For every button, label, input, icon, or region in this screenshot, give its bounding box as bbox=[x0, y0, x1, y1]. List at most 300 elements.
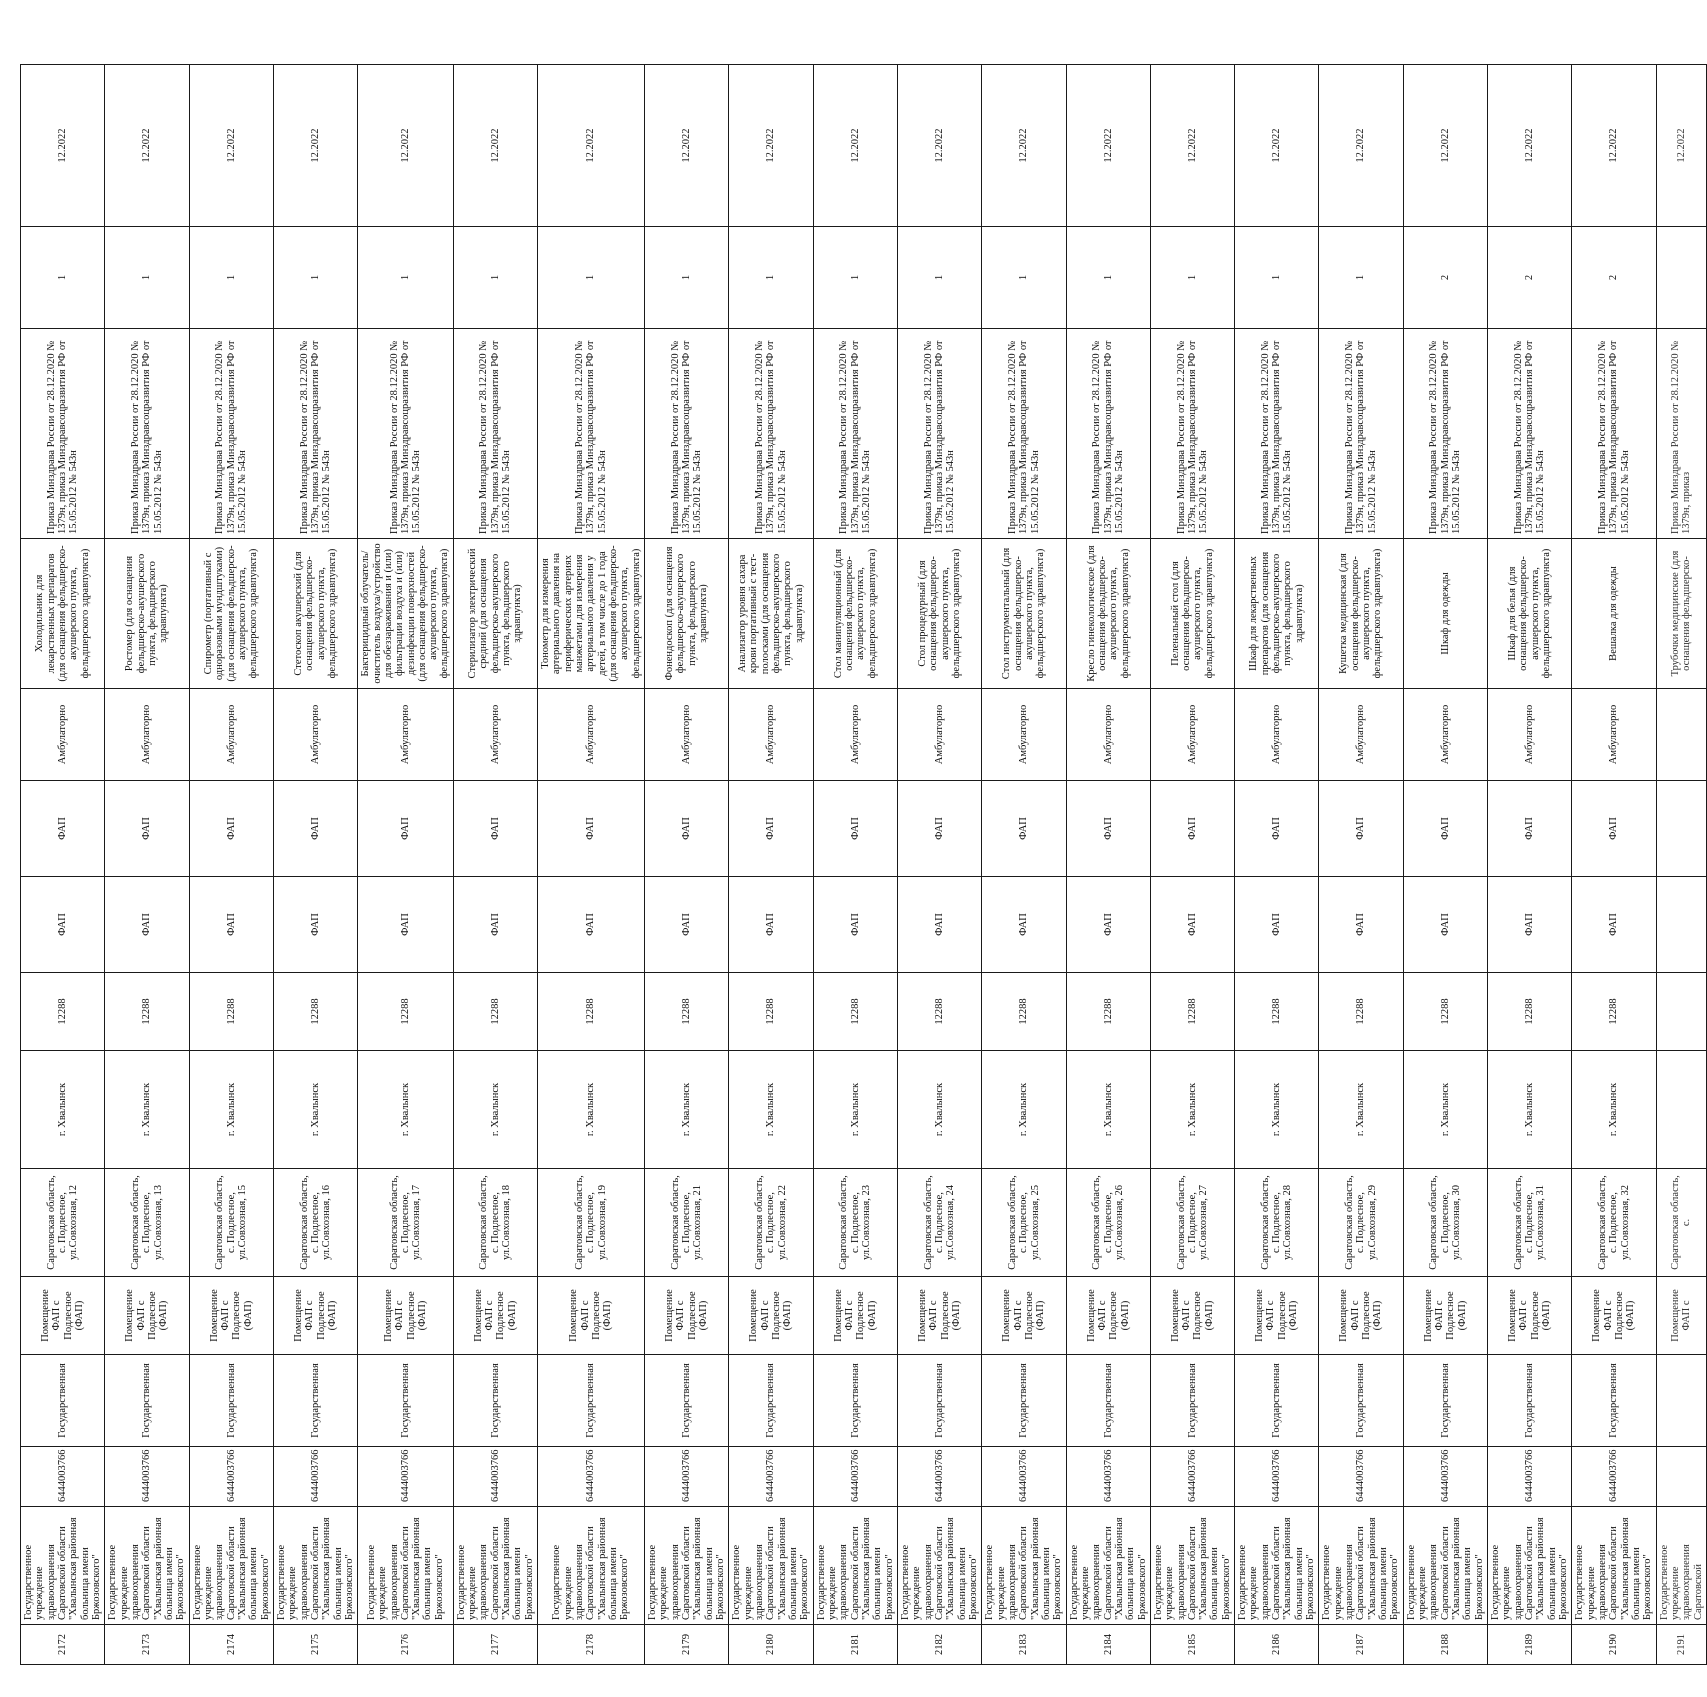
cell-organization-name: Государственное учреждение здравоохранения Саратовской области "Хвалынская районная больница имени Бржозовского" bbox=[645, 1507, 729, 1625]
cell-organization-name: Государственное учреждение здравоохранения Саратовской bbox=[1656, 1507, 1706, 1625]
cell-city bbox=[1656, 1051, 1706, 1169]
cell-oktmo-code: 12288 bbox=[273, 973, 357, 1051]
cell-inn-code: 6444003766 bbox=[1572, 1447, 1656, 1507]
cell-inn-code: 6444003766 bbox=[105, 1447, 189, 1507]
cell-quantity: 1 bbox=[813, 227, 897, 329]
cell-quantity: 1 bbox=[273, 227, 357, 329]
cell-equipment-name: Тонометр для измерения артериального давления на периферических артериях манжетами для измерения артериального давления у детей, в том числе до 1 года (для оснащения фельдшерско-акушерского пункта, фельдшерского здравпункта) bbox=[538, 539, 645, 689]
cell-facility-type: ФАП bbox=[1066, 877, 1150, 973]
cell-facility-type: ФАП bbox=[189, 877, 273, 973]
cell-regulation-order: Приказ Минздрава России от 28.12.2020 № 1379н, приказ Минздравсоцразвития РФ от 15.05.2012 № 543н bbox=[453, 329, 537, 539]
cell-care-condition: Амбулаторно bbox=[645, 689, 729, 781]
table-row bbox=[453, 65, 537, 1665]
cell-premise-name: Помещение ФАП с Подлесное (ФАП) bbox=[1403, 1277, 1487, 1355]
table-row bbox=[189, 65, 273, 1665]
cell-inn-code: 6444003766 bbox=[189, 1447, 273, 1507]
table-row bbox=[21, 65, 105, 1665]
table-row bbox=[538, 65, 645, 1665]
cell-city: г. Хвалынск bbox=[1488, 1051, 1572, 1169]
cell-due-date: 12.2022 bbox=[729, 65, 813, 227]
table-row bbox=[1150, 65, 1234, 1665]
cell-quantity: 1 bbox=[982, 227, 1066, 329]
cell-regulation-order: Приказ Минздрава России от 28.12.2020 № 1379н, приказ Минздравсоцразвития РФ от 15.05.2012 № 543н bbox=[105, 329, 189, 539]
cell-premise-name: Помещение ФАП с Подлесное (ФАП) bbox=[729, 1277, 813, 1355]
cell-address: Саратовская область, с. Подлесное, ул.Совхозная, 27 bbox=[1150, 1169, 1234, 1277]
cell-equipment-name: Вешалка для одежды bbox=[1572, 539, 1656, 689]
cell-facility-subtype: ФАП bbox=[189, 781, 273, 877]
cell-address: Саратовская область, с. Подлесное, ул.Совхозная, 24 bbox=[897, 1169, 981, 1277]
cell-equipment-name: Холодильник для лекарственных препаратов (для оснащения фельдшерско-акушерского пункта, фельдшерского здравпункта) bbox=[21, 539, 105, 689]
cell-ownership-form: Государственная bbox=[982, 1355, 1066, 1447]
cell-quantity: 1 bbox=[358, 227, 454, 329]
cell-oktmo-code: 12288 bbox=[729, 973, 813, 1051]
cell-regulation-order: Приказ Минздрава России от 28.12.2020 № 1379н, приказ Минздравсоцразвития РФ от 15.05.2012 № 543н bbox=[1572, 329, 1656, 539]
cell-regulation-order: Приказ Минздрава России от 28.12.2020 № 1379н, приказ Минздравсоцразвития РФ от 15.05.2012 № 543н bbox=[1488, 329, 1572, 539]
cell-city: г. Хвалынск bbox=[105, 1051, 189, 1169]
cell-due-date: 12.2022 bbox=[982, 65, 1066, 227]
cell-equipment-name: Шкаф для белья (для оснащения фельдшерско-акушерского пункта, фельдшерского здравпункта) bbox=[1488, 539, 1572, 689]
table-row bbox=[813, 65, 897, 1665]
cell-regulation-order: Приказ Минздрава России от 28.12.2020 № 1379н, приказ Минздравсоцразвития РФ от 15.05.2012 № 543н bbox=[538, 329, 645, 539]
cell-inn-code: 6444003766 bbox=[1319, 1447, 1403, 1507]
cell-oktmo-code: 12288 bbox=[21, 973, 105, 1051]
cell-row-number: 2185 bbox=[1150, 1625, 1234, 1665]
cell-ownership-form: Государственная bbox=[1235, 1355, 1319, 1447]
cell-facility-type: ФАП bbox=[453, 877, 537, 973]
cell-due-date: 12.2022 bbox=[897, 65, 981, 227]
cell-facility-subtype: ФАП bbox=[1403, 781, 1487, 877]
cell-organization-name: Государственное учреждение здравоохранения Саратовской области "Хвалынская районная больница имени Бржозовского" bbox=[1066, 1507, 1150, 1625]
cell-care-condition: Амбулаторно bbox=[1403, 689, 1487, 781]
cell-facility-subtype: ФАП bbox=[1066, 781, 1150, 877]
cell-regulation-order: Приказ Минздрава России от 28.12.2020 № 1379н, приказ Минздравсоцразвития РФ от 15.05.2012 № 543н bbox=[645, 329, 729, 539]
cell-care-condition: Амбулаторно bbox=[729, 689, 813, 781]
cell-care-condition: Амбулаторно bbox=[189, 689, 273, 781]
cell-equipment-name: Шкаф для лекарственных препаратов (для оснащения фельдшерско-акушерского пункта, фельдшерского здравпункта) bbox=[1235, 539, 1319, 689]
cell-premise-name: Помещение ФАП с Подлесное (ФАП) bbox=[982, 1277, 1066, 1355]
cell-row-number: 2172 bbox=[21, 1625, 105, 1665]
cell-oktmo-code: 12288 bbox=[1488, 973, 1572, 1051]
cell-care-condition: Амбулаторно bbox=[453, 689, 537, 781]
cell-row-number: 2179 bbox=[645, 1625, 729, 1665]
cell-equipment-name: Стол инструментальный (для оснащения фельдшерско-акушерского пункта, фельдшерского здравпункта) bbox=[982, 539, 1066, 689]
cell-oktmo-code: 12288 bbox=[982, 973, 1066, 1051]
cell-oktmo-code: 12288 bbox=[1403, 973, 1487, 1051]
cell-care-condition: Амбулаторно bbox=[538, 689, 645, 781]
cell-inn-code: 6444003766 bbox=[538, 1447, 645, 1507]
cell-inn-code: 6444003766 bbox=[21, 1447, 105, 1507]
cell-organization-name: Государственное учреждение здравоохранения Саратовской области "Хвалынская районная больница имени Бржозовского" bbox=[189, 1507, 273, 1625]
cell-due-date: 12.2022 bbox=[453, 65, 537, 227]
cell-city: г. Хвалынск bbox=[1150, 1051, 1234, 1169]
cell-care-condition: Амбулаторно bbox=[1066, 689, 1150, 781]
cell-row-number: 2191 bbox=[1656, 1625, 1706, 1665]
cell-facility-subtype: ФАП bbox=[1572, 781, 1656, 877]
cell-row-number: 2173 bbox=[105, 1625, 189, 1665]
cell-address: Саратовская область, с. Подлесное, ул.Совхозная, 23 bbox=[813, 1169, 897, 1277]
cell-premise-name: Помещение ФАП с Подлесное (ФАП) bbox=[1235, 1277, 1319, 1355]
cell-facility-type: ФАП bbox=[1319, 877, 1403, 973]
cell-regulation-order: Приказ Минздрава России от 28.12.2020 № 1379н, приказ Минздравсоцразвития РФ от 15.05.2012 № 543н bbox=[813, 329, 897, 539]
cell-organization-name: Государственное учреждение здравоохранения Саратовской области "Хвалынская районная больница имени Бржозовского" bbox=[729, 1507, 813, 1625]
cell-inn-code: 6444003766 bbox=[1150, 1447, 1234, 1507]
cell-ownership-form: Государственная bbox=[1150, 1355, 1234, 1447]
cell-quantity: 1 bbox=[453, 227, 537, 329]
cell-organization-name: Государственное учреждение здравоохранения Саратовской области "Хвалынская районная больница имени Бржозовского" bbox=[273, 1507, 357, 1625]
cell-row-number: 2187 bbox=[1319, 1625, 1403, 1665]
cell-facility-subtype: ФАП bbox=[1319, 781, 1403, 877]
cell-regulation-order: Приказ Минздрава России от 28.12.2020 № 1379н, приказ Минздравсоцразвития РФ от 15.05.2012 № 543н bbox=[1319, 329, 1403, 539]
cell-ownership-form: Государственная bbox=[1572, 1355, 1656, 1447]
cell-due-date: 12.2022 bbox=[1572, 65, 1656, 227]
cell-organization-name: Государственное учреждение здравоохранения Саратовской области "Хвалынская районная больница имени Бржозовского" bbox=[358, 1507, 454, 1625]
cell-premise-name: Помещение ФАП с Подлесное (ФАП) bbox=[453, 1277, 537, 1355]
cell-premise-name: Помещение ФАП с Подлесное (ФАП) bbox=[189, 1277, 273, 1355]
cell-oktmo-code: 12288 bbox=[1319, 973, 1403, 1051]
cell-address: Саратовская область, с. Подлесное, ул.Совхозная, 25 bbox=[982, 1169, 1066, 1277]
cell-care-condition bbox=[1656, 689, 1706, 781]
cell-due-date: 12.2022 bbox=[1235, 65, 1319, 227]
cell-regulation-order: Приказ Минздрава России от 28.12.2020 № 1379н, приказ bbox=[1656, 329, 1706, 539]
cell-city: г. Хвалынск bbox=[273, 1051, 357, 1169]
cell-facility-subtype: ФАП bbox=[982, 781, 1066, 877]
cell-oktmo-code: 12288 bbox=[1150, 973, 1234, 1051]
table-row bbox=[1403, 65, 1487, 1665]
cell-ownership-form: Государственная bbox=[1403, 1355, 1487, 1447]
cell-organization-name: Государственное учреждение здравоохранения Саратовской области "Хвалынская районная больница имени Бржозовского" bbox=[1403, 1507, 1487, 1625]
cell-due-date: 12.2022 bbox=[645, 65, 729, 227]
cell-oktmo-code: 12288 bbox=[1235, 973, 1319, 1051]
cell-oktmo-code: 12288 bbox=[105, 973, 189, 1051]
cell-premise-name: Помещение ФАП с Подлесное (ФАП) bbox=[1572, 1277, 1656, 1355]
cell-oktmo-code: 12288 bbox=[645, 973, 729, 1051]
cell-facility-subtype: ФАП bbox=[358, 781, 454, 877]
cell-inn-code: 6444003766 bbox=[1066, 1447, 1150, 1507]
cell-care-condition: Амбулаторно bbox=[1488, 689, 1572, 781]
cell-facility-type: ФАП bbox=[729, 877, 813, 973]
cell-care-condition: Амбулаторно bbox=[982, 689, 1066, 781]
cell-ownership-form: Государственная bbox=[1319, 1355, 1403, 1447]
cell-facility-subtype: ФАП bbox=[538, 781, 645, 877]
cell-ownership-form: Государственная bbox=[21, 1355, 105, 1447]
cell-inn-code: 6444003766 bbox=[982, 1447, 1066, 1507]
cell-care-condition: Амбулаторно bbox=[21, 689, 105, 781]
cell-row-number: 2175 bbox=[273, 1625, 357, 1665]
cell-care-condition: Амбулаторно bbox=[813, 689, 897, 781]
cell-row-number: 2182 bbox=[897, 1625, 981, 1665]
table-row bbox=[729, 65, 813, 1665]
cell-due-date: 12.2022 bbox=[21, 65, 105, 227]
cell-facility-type bbox=[1656, 877, 1706, 973]
cell-facility-subtype: ФАП bbox=[897, 781, 981, 877]
table-row bbox=[645, 65, 729, 1665]
cell-due-date: 12.2022 bbox=[813, 65, 897, 227]
cell-row-number: 2186 bbox=[1235, 1625, 1319, 1665]
equipment-register-table bbox=[20, 64, 1707, 1665]
cell-city: г. Хвалынск bbox=[813, 1051, 897, 1169]
cell-oktmo-code: 12288 bbox=[897, 973, 981, 1051]
cell-care-condition: Амбулаторно bbox=[1235, 689, 1319, 781]
cell-quantity: 2 bbox=[1488, 227, 1572, 329]
cell-premise-name: Помещение ФАП с Подлесное (ФАП) bbox=[897, 1277, 981, 1355]
cell-city: г. Хвалынск bbox=[1572, 1051, 1656, 1169]
cell-organization-name: Государственное учреждение здравоохранения Саратовской области "Хвалынская районная больница имени Бржозовского" bbox=[1150, 1507, 1234, 1625]
cell-city: г. Хвалынск bbox=[1235, 1051, 1319, 1169]
cell-facility-subtype: ФАП bbox=[1235, 781, 1319, 877]
cell-oktmo-code: 12288 bbox=[1066, 973, 1150, 1051]
cell-care-condition: Амбулаторно bbox=[273, 689, 357, 781]
cell-facility-type: ФАП bbox=[538, 877, 645, 973]
cell-inn-code: 6444003766 bbox=[645, 1447, 729, 1507]
cell-equipment-name: Фонендоскоп (для оснащения фельдшерско-акушерского пункта, фельдшерского здравпункта) bbox=[645, 539, 729, 689]
table-row bbox=[273, 65, 357, 1665]
cell-oktmo-code: 12288 bbox=[189, 973, 273, 1051]
table-row bbox=[358, 65, 454, 1665]
cell-organization-name: Государственное учреждение здравоохранения Саратовской области "Хвалынская районная больница имени Бржозовского" bbox=[982, 1507, 1066, 1625]
cell-facility-subtype: ФАП bbox=[645, 781, 729, 877]
cell-equipment-name: Пеленальный стол (для оснащения фельдшерско-акушерского пункта, фельдшерского здравпункта) bbox=[1150, 539, 1234, 689]
cell-city: г. Хвалынск bbox=[729, 1051, 813, 1169]
cell-city: г. Хвалынск bbox=[1319, 1051, 1403, 1169]
cell-due-date: 12.2022 bbox=[105, 65, 189, 227]
cell-premise-name: Помещение ФАП с Подлесное (ФАП) bbox=[813, 1277, 897, 1355]
cell-inn-code: 6444003766 bbox=[273, 1447, 357, 1507]
cell-inn-code: 6444003766 bbox=[1403, 1447, 1487, 1507]
cell-address: Саратовская область, с. Подлесное, ул.Совхозная, 31 bbox=[1488, 1169, 1572, 1277]
cell-ownership-form: Государственная bbox=[358, 1355, 454, 1447]
table-row bbox=[982, 65, 1066, 1665]
cell-inn-code: 6444003766 bbox=[453, 1447, 537, 1507]
cell-row-number: 2183 bbox=[982, 1625, 1066, 1665]
cell-premise-name: Помещение ФАП с Подлесное (ФАП) bbox=[273, 1277, 357, 1355]
cell-due-date: 12.2022 bbox=[1403, 65, 1487, 227]
cell-oktmo-code bbox=[1656, 973, 1706, 1051]
cell-due-date: 12.2022 bbox=[358, 65, 454, 227]
cell-equipment-name: Кушетка медицинская (для оснащения фельдшерско-акушерского пункта, фельдшерского здравпункта) bbox=[1319, 539, 1403, 689]
cell-city: г. Хвалынск bbox=[1066, 1051, 1150, 1169]
cell-facility-type: ФАП bbox=[358, 877, 454, 973]
cell-ownership-form: Государственная bbox=[273, 1355, 357, 1447]
cell-quantity: 1 bbox=[189, 227, 273, 329]
rotated-document-page bbox=[20, 65, 1704, 1665]
cell-city: г. Хвалынск bbox=[645, 1051, 729, 1169]
cell-quantity: 1 bbox=[729, 227, 813, 329]
cell-premise-name: Помещение ФАП с Подлесное (ФАП) bbox=[358, 1277, 454, 1355]
table-row bbox=[1488, 65, 1572, 1665]
cell-equipment-name: Бактерицидный облучатель/очиститель воздуха/устройство для обеззараживания и (или) фильтрации воздуха и (или) дезинфекции поверхностей (для оснащения фельдшерско-акушерского пункта, фельдшерского здравпункта) bbox=[358, 539, 454, 689]
cell-due-date: 12.2022 bbox=[1150, 65, 1234, 227]
table-row bbox=[1319, 65, 1403, 1665]
cell-address: Саратовская область, с. Подлесное, ул.Совхозная, 19 bbox=[538, 1169, 645, 1277]
cell-ownership-form: Государственная bbox=[645, 1355, 729, 1447]
cell-ownership-form: Государственная bbox=[897, 1355, 981, 1447]
cell-quantity: 1 bbox=[1319, 227, 1403, 329]
cell-organization-name: Государственное учреждение здравоохранения Саратовской области "Хвалынская районная больница имени Бржозовского" bbox=[105, 1507, 189, 1625]
cell-inn-code: 6444003766 bbox=[729, 1447, 813, 1507]
cell-equipment-name: Ростомер (для оснащения фельдшерско-акушерского пункта, фельдшерского здравпункта) bbox=[105, 539, 189, 689]
cell-quantity: 1 bbox=[645, 227, 729, 329]
cell-facility-type: ФАП bbox=[273, 877, 357, 973]
cell-oktmo-code: 12288 bbox=[453, 973, 537, 1051]
cell-organization-name: Государственное учреждение здравоохранения Саратовской области "Хвалынская районная больница имени Бржозовского" bbox=[813, 1507, 897, 1625]
cell-due-date: 12.2022 bbox=[1488, 65, 1572, 227]
cell-inn-code bbox=[1656, 1447, 1706, 1507]
cell-ownership-form: Государственная bbox=[729, 1355, 813, 1447]
cell-facility-type: ФАП bbox=[645, 877, 729, 973]
cell-row-number: 2177 bbox=[453, 1625, 537, 1665]
cell-equipment-name: Анализатор уровня сахара крови портативный с тест-полосками (для оснащения фельдшерско-акушерского пункта, фельдшерского здравпункта) bbox=[729, 539, 813, 689]
cell-oktmo-code: 12288 bbox=[1572, 973, 1656, 1051]
cell-due-date: 12.2022 bbox=[1066, 65, 1150, 227]
cell-premise-name: Помещение ФАП с Подлесное (ФАП) bbox=[538, 1277, 645, 1355]
cell-regulation-order: Приказ Минздрава России от 28.12.2020 № 1379н, приказ Минздравсоцразвития РФ от 15.05.2012 № 543н bbox=[982, 329, 1066, 539]
cell-equipment-name: Кресло гинекологическое (для оснащения фельдшерско-акушерского пункта, фельдшерского здравпункта) bbox=[1066, 539, 1150, 689]
cell-equipment-name: Стетоскоп акушерский (для оснащения фельдшерско-акушерского пункта, фельдшерского здравпункта) bbox=[273, 539, 357, 689]
cell-premise-name: Помещение ФАП с Подлесное (ФАП) bbox=[645, 1277, 729, 1355]
cell-city: г. Хвалынск bbox=[538, 1051, 645, 1169]
cell-organization-name: Государственное учреждение здравоохранения Саратовской области "Хвалынская районная больница имени Бржозовского" bbox=[1488, 1507, 1572, 1625]
cell-regulation-order: Приказ Минздрава России от 28.12.2020 № 1379н, приказ Минздравсоцразвития РФ от 15.05.2012 № 543н bbox=[897, 329, 981, 539]
cell-quantity: 1 bbox=[1066, 227, 1150, 329]
cell-regulation-order: Приказ Минздрава России от 28.12.2020 № 1379н, приказ Минздравсоцразвития РФ от 15.05.2012 № 543н bbox=[1066, 329, 1150, 539]
table-row bbox=[1235, 65, 1319, 1665]
table-row bbox=[1656, 65, 1706, 1665]
cell-due-date: 12.2022 bbox=[1656, 65, 1706, 227]
cell-organization-name: Государственное учреждение здравоохранения Саратовской области "Хвалынская районная больница имени Бржозовского" bbox=[1235, 1507, 1319, 1625]
cell-regulation-order: Приказ Минздрава России от 28.12.2020 № 1379н, приказ Минздравсоцразвития РФ от 15.05.2012 № 543н bbox=[1235, 329, 1319, 539]
cell-inn-code: 6444003766 bbox=[1235, 1447, 1319, 1507]
cell-regulation-order: Приказ Минздрава России от 28.12.2020 № 1379н, приказ Минздравсоцразвития РФ от 15.05.2012 № 543н bbox=[21, 329, 105, 539]
cell-address: Саратовская область, с. Подлесное, ул.Совхозная, 29 bbox=[1319, 1169, 1403, 1277]
cell-ownership-form: Государственная bbox=[813, 1355, 897, 1447]
cell-due-date: 12.2022 bbox=[1319, 65, 1403, 227]
cell-address: Саратовская область, с. Подлесное, ул.Совхозная, 17 bbox=[358, 1169, 454, 1277]
cell-equipment-name: Шкаф для одежды bbox=[1403, 539, 1487, 689]
cell-row-number: 2180 bbox=[729, 1625, 813, 1665]
cell-equipment-name: Стол процедурный (для оснащения фельдшерско-акушерского пункта, фельдшерского здравпункта) bbox=[897, 539, 981, 689]
cell-facility-type: ФАП bbox=[982, 877, 1066, 973]
cell-inn-code: 6444003766 bbox=[813, 1447, 897, 1507]
cell-facility-subtype: ФАП bbox=[813, 781, 897, 877]
cell-facility-type: ФАП bbox=[1488, 877, 1572, 973]
cell-regulation-order: Приказ Минздрава России от 28.12.2020 № 1379н, приказ Минздравсоцразвития РФ от 15.05.2012 № 543н bbox=[358, 329, 454, 539]
cell-inn-code: 6444003766 bbox=[1488, 1447, 1572, 1507]
cell-due-date: 12.2022 bbox=[273, 65, 357, 227]
cell-facility-type: ФАП bbox=[813, 877, 897, 973]
cell-facility-type: ФАП bbox=[105, 877, 189, 973]
cell-city: г. Хвалынск bbox=[358, 1051, 454, 1169]
cell-city: г. Хвалынск bbox=[897, 1051, 981, 1169]
table-row bbox=[1066, 65, 1150, 1665]
cell-ownership-form: Государственная bbox=[105, 1355, 189, 1447]
cell-address: Саратовская область, с. bbox=[1656, 1169, 1706, 1277]
cell-organization-name: Государственное учреждение здравоохранения Саратовской области "Хвалынская районная больница имени Бржозовского" bbox=[453, 1507, 537, 1625]
cell-quantity: 1 bbox=[21, 227, 105, 329]
cell-row-number: 2190 bbox=[1572, 1625, 1656, 1665]
cell-care-condition: Амбулаторно bbox=[897, 689, 981, 781]
cell-facility-type: ФАП bbox=[1150, 877, 1234, 973]
cell-care-condition: Амбулаторно bbox=[105, 689, 189, 781]
cell-premise-name: Помещение ФАП с Подлесное (ФАП) bbox=[105, 1277, 189, 1355]
cell-city: г. Хвалынск bbox=[21, 1051, 105, 1169]
cell-oktmo-code: 12288 bbox=[538, 973, 645, 1051]
cell-row-number: 2181 bbox=[813, 1625, 897, 1665]
cell-equipment-name: Стерилизатор электрический средний (для оснащения фельдшерско-акушерского пункта, фельдшерского здравпункта) bbox=[453, 539, 537, 689]
cell-facility-type: ФАП bbox=[1572, 877, 1656, 973]
cell-care-condition: Амбулаторно bbox=[1150, 689, 1234, 781]
table-row bbox=[105, 65, 189, 1665]
cell-address: Саратовская область, с. Подлесное, ул.Совхозная, 18 bbox=[453, 1169, 537, 1277]
cell-facility-type: ФАП bbox=[897, 877, 981, 973]
cell-inn-code: 6444003766 bbox=[897, 1447, 981, 1507]
cell-premise-name: Помещение ФАП с Подлесное (ФАП) bbox=[1488, 1277, 1572, 1355]
cell-quantity bbox=[1656, 227, 1706, 329]
cell-address: Саратовская область, с. Подлесное, ул.Совхозная, 30 bbox=[1403, 1169, 1487, 1277]
cell-organization-name: Государственное учреждение здравоохранения Саратовской области "Хвалынская районная больница имени Бржозовского" bbox=[21, 1507, 105, 1625]
cell-ownership-form: Государственная bbox=[538, 1355, 645, 1447]
cell-organization-name: Государственное учреждение здравоохранения Саратовской области "Хвалынская районная больница имени Бржозовского" bbox=[1572, 1507, 1656, 1625]
table-body bbox=[21, 65, 1707, 1665]
cell-row-number: 2184 bbox=[1066, 1625, 1150, 1665]
cell-organization-name: Государственное учреждение здравоохранения Саратовской области "Хвалынская районная больница имени Бржозовского" bbox=[897, 1507, 981, 1625]
cell-premise-name: Помещение ФАП с Подлесное (ФАП) bbox=[1319, 1277, 1403, 1355]
cell-facility-subtype: ФАП bbox=[1488, 781, 1572, 877]
cell-address: Саратовская область, с. Подлесное, ул.Совхозная, 13 bbox=[105, 1169, 189, 1277]
cell-quantity: 1 bbox=[1150, 227, 1234, 329]
table-row bbox=[897, 65, 981, 1665]
cell-ownership-form: Государственная bbox=[1488, 1355, 1572, 1447]
cell-quantity: 2 bbox=[1572, 227, 1656, 329]
cell-premise-name: Помещение ФАП с Подлесное (ФАП) bbox=[1066, 1277, 1150, 1355]
cell-ownership-form: Государственная bbox=[189, 1355, 273, 1447]
cell-address: Саратовская область, с. Подлесное, ул.Совхозная, 26 bbox=[1066, 1169, 1150, 1277]
cell-city: г. Хвалынск bbox=[982, 1051, 1066, 1169]
table-row bbox=[1572, 65, 1656, 1665]
cell-facility-subtype: ФАП bbox=[105, 781, 189, 877]
cell-quantity: 2 bbox=[1403, 227, 1487, 329]
cell-premise-name: Помещение ФАП с bbox=[1656, 1277, 1706, 1355]
cell-row-number: 2189 bbox=[1488, 1625, 1572, 1665]
cell-inn-code: 6444003766 bbox=[358, 1447, 454, 1507]
cell-organization-name: Государственное учреждение здравоохранения Саратовской области "Хвалынская районная больница имени Бржозовского" bbox=[538, 1507, 645, 1625]
cell-due-date: 12.2022 bbox=[189, 65, 273, 227]
cell-row-number: 2178 bbox=[538, 1625, 645, 1665]
cell-premise-name: Помещение ФАП с Подлесное (ФАП) bbox=[1150, 1277, 1234, 1355]
cell-address: Саратовская область, с. Подлесное, ул.Совхозная, 12 bbox=[21, 1169, 105, 1277]
cell-address: Саратовская область, с. Подлесное, ул.Совхозная, 32 bbox=[1572, 1169, 1656, 1277]
cell-quantity: 1 bbox=[105, 227, 189, 329]
cell-care-condition: Амбулаторно bbox=[358, 689, 454, 781]
cell-address: Саратовская область, с. Подлесное, ул.Совхозная, 21 bbox=[645, 1169, 729, 1277]
cell-regulation-order: Приказ Минздрава России от 28.12.2020 № 1379н, приказ Минздравсоцразвития РФ от 15.05.2012 № 543н bbox=[189, 329, 273, 539]
cell-regulation-order: Приказ Минздрава России от 28.12.2020 № 1379н, приказ Минздравсоцразвития РФ от 15.05.2012 № 543н bbox=[1403, 329, 1487, 539]
cell-facility-type: ФАП bbox=[1235, 877, 1319, 973]
cell-address: Саратовская область, с. Подлесное, ул.Совхозная, 16 bbox=[273, 1169, 357, 1277]
cell-city: г. Хвалынск bbox=[453, 1051, 537, 1169]
cell-due-date: 12.2022 bbox=[538, 65, 645, 227]
cell-address: Саратовская область, с. Подлесное, ул.Совхозная, 15 bbox=[189, 1169, 273, 1277]
cell-facility-subtype bbox=[1656, 781, 1706, 877]
cell-organization-name: Государственное учреждение здравоохранения Саратовской области "Хвалынская районная больница имени Бржозовского" bbox=[1319, 1507, 1403, 1625]
cell-oktmo-code: 12288 bbox=[813, 973, 897, 1051]
cell-quantity: 1 bbox=[897, 227, 981, 329]
cell-care-condition: Амбулаторно bbox=[1319, 689, 1403, 781]
cell-facility-subtype: ФАП bbox=[21, 781, 105, 877]
cell-equipment-name: Трубочки медицинские (для оснащения фельдшерско- bbox=[1656, 539, 1706, 689]
cell-ownership-form: Государственная bbox=[1066, 1355, 1150, 1447]
cell-facility-subtype: ФАП bbox=[273, 781, 357, 877]
cell-row-number: 2188 bbox=[1403, 1625, 1487, 1665]
